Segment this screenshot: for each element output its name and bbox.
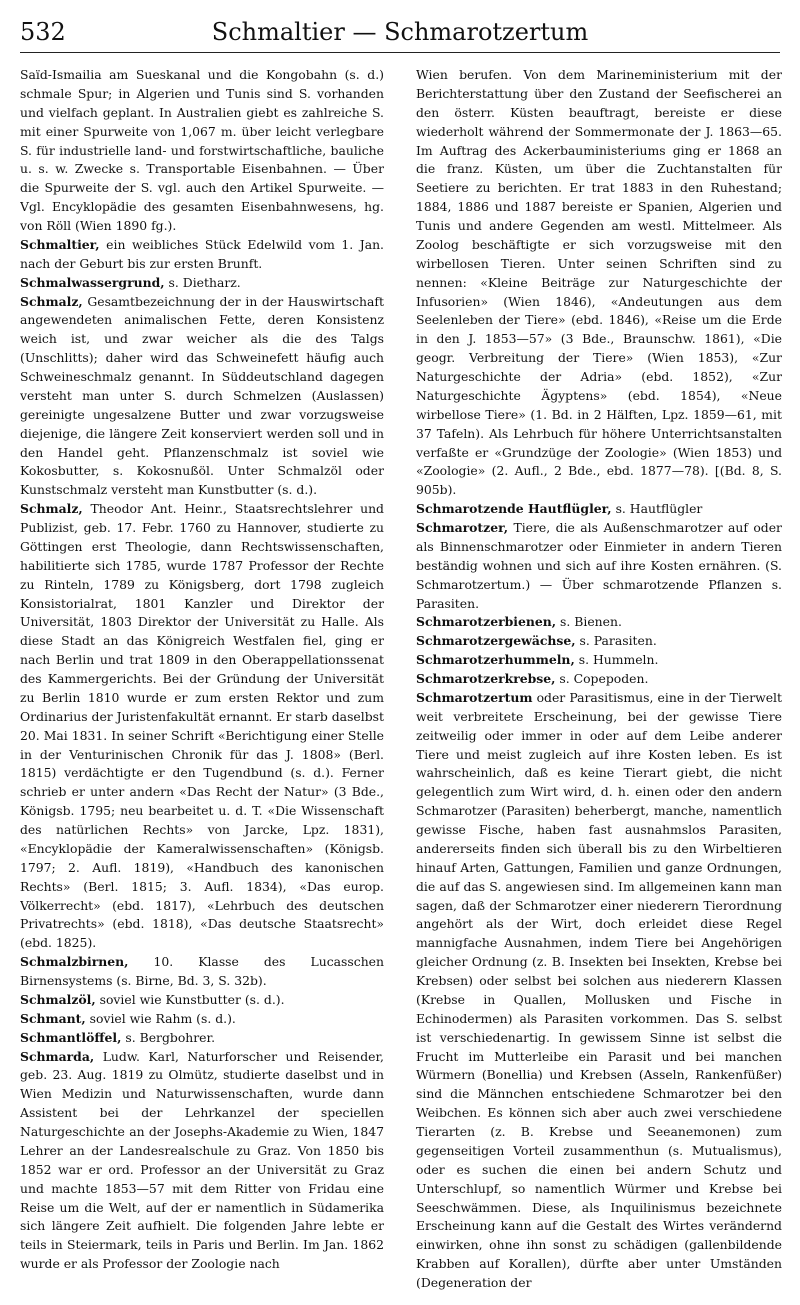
entry-paragraph	[20, 953, 384, 991]
entry-text: s. Bienen.	[556, 614, 622, 630]
entry-headword: Schmantlöffel,	[20, 1029, 122, 1045]
entry-text: s. Bergbohrer.	[121, 1029, 216, 1045]
entry-headword: Schmaltier,	[20, 236, 100, 252]
entry-text: Ludw. Karl, Naturforscher und Reisender, geb. 23. Aug. 1819 zu Olmütz, studierte daselbst und in Wien Medizin und Naturwissenschaften, wurde dann Assistent bei der Lehrkanzel der speciellen Naturgeschichte an der Josephs-Akademie zu Wien, 1847 Lehrer an der Landesrealschule zu Graz. Von 1850 bis 1852 war er ord. Professor an der Universität zu Graz und machte 1853—57 mit dem Ritter von Fridau eine Reise um die Welt, auf der er namentlich in Südamerika sich längere Zeit aufhielt. Die folgenden Jahre lebte er teils in Steiermark, teils in Paris und Berlin. Im Jan. 1862 wurde er als Professor der Zoologie nach	[20, 1048, 384, 1272]
entry-text: s. Copepoden.	[555, 671, 649, 686]
entry-text: s. Dietharz.	[164, 274, 241, 290]
entry-headword: Schmalwassergrund,	[20, 274, 165, 290]
entry-headword: Schmalzöl,	[20, 991, 96, 1007]
entry-text: Theodor Ant. Heinr., Staatsrechtslehrer und Publizist, geb. 17. Febr. 1760 zu Hannover, studierte zu Göttingen erst Theologie, dann Rechtswissenschaften, habilitierte sich 1785, wurde 1787 Professor der Rechte zu Rinteln, 1789 zu Königsberg, dort 1798 zugleich Konsistorialrat, 1801 Kanzler und Direktor der Universität, 1803 Direktor der Universität zu Halle. Als diese Stadt an das Königreich Westfalen fiel, ging er nach Berlin und trat 1809 in den Oberappellationssenat des Kammergerichts. Bei der Gründung der Universität zu Berlin 1810 wurde er zum ersten Rektor und zum Ordinarius der Juristenfakultät ernannt. Er starb daselbst 20. Mai 1831. In seiner Schrift «Berichtigung einer Stelle in der Venturinischen Chronik für das J. 1808» (Berl. 1815) verdächtigte er den Tugendbund (s. d.). Ferner schrieb er unter andern «Das Recht der Natur» (3 Bde., Königsb. 1795; neu bearbeitet u. d. T. «Die Wissenschaft des natürlichen Rechts» von Jarcke, Lpz. 1831), «Encyklopädie der Kameralwissenschaften» (Königsb. 1797; 2. Aufl. 1819), «Handbuch des kanonischen Rechts» (Berl. 1815; 3. Aufl. 1834), «Das europ. Völkerrecht» (ebd. 1817), «Lehrbuch des deutschen Privatrechts» (ebd. 1818), «Das deutsche Staatsrecht» (ebd. 1825).	[20, 501, 384, 951]
entry-text: Gesamtbezeichnung der in der Hauswirtschaft angewendeten animalischen Fette, deren Konsistenz weich ist, und zwar weicher als die des Talgs (Unschlitts); daher wird das Schweinefett häufig auch Schweineschmalz genannt. In Süddeutschland dagegen versteht man unter S. durch Schmelzen (Auslassen) gereinigte ungesalzene Butter und zwar vorzugsweise diejenige, die längere Zeit konserviert werden soll und in den Handel geht. Pflanzenschmalz ist soviel wie Kokosbutter, s. Kokosnußöl. Unter Schmalzöl oder Kunstschmalz versteht man Kunstbutter (s. d.).	[20, 293, 384, 498]
entry-headword: Schmalzbirnen,	[20, 954, 129, 970]
entry-text: s. Hautflügler	[611, 501, 703, 517]
entry-text: oder Parasitismus, eine in der Tierwelt weit verbreitete Erscheinung, bei der gewisse Tiere zeitweilig oder immer in oder auf dem Leibe anderer Tiere und meist zugleich auf ihre Kosten leben. Es ist wahrscheinlich, daß es keine Tierart giebt, die nicht gelegentlich zum Wirt wird, d. h. einen oder den andern Schmarotzer (Parasiten) beherbergt, manche, namentlich gewisse Fische, haben fast ausnahmslos Parasiten, andererseits finden sich überall bis zu den Wirbeltieren hinauf Arten, Gattungen, Familien und ganze Ordnungen, die auf das S. angewiesen sind. Im allgemeinen kann man sagen, daß der Schmarotzer einer niederern Tierordnung angehört als der Wirt, doch erleidet diese Regel mannigfache Ausnahmen, indem Tiere bei Angehörigen gleicher Ordnung (z. B. Insekten bei Insekten, Krebse bei Krebsen) oder selbst bei solchen aus niederern Klassen (Krebse in Quallen, Mollusken und Fische in Echinodermen) als Parasiten vorkommen. Das S. selbst ist verschiedenartig. In gewissem Sinne ist selbst die Frucht im Mutterleibe ein Parasit und bei manchen Würmern (Bonellia) und Krebsen (Asseln, Rankenfüßer) sind die Männchen entschiedene Schmarotzer bei den Weibchen. Es können sich aber auch zwei verschiedene Tierarten (z. B. Krebse und Seeanemonen) zum gegenseitigen Vorteil zusammenthun (s. Mutualismus), oder es suchen die einen bei andern Schutz und Unterschlupf, so namentlich Würmer und Krebse bei Seeschwämmen. Diese, als Inquilinismus bezeichnete Erscheinung kann auf die Gestalt des Wirtes verändernd einwirken, ohne ihn sonst zu schädigen (gallenbildende Krabben auf Korallen), dürfte aber unter Umständen (Degeneration der	[416, 689, 782, 1290]
entry-paragraph	[20, 66, 384, 236]
entry-text: Tiere, die als Außenschmarotzer auf oder als Binnenschmarotzer oder Einmieter in andern Tieren beständig wohnen und sich auf ihre Kosten ernähren. (S. Schmarotzertum.) — Über schmarotzende Pflanzen s. Parasiten.	[416, 520, 782, 611]
entry-paragraph	[416, 519, 782, 613]
entry-headword: Schmalz,	[20, 293, 83, 309]
entry-text: s. Hummeln.	[574, 652, 659, 668]
entry-paragraph	[20, 1048, 384, 1275]
entry-paragraph	[416, 66, 782, 500]
entry-paragraph	[416, 613, 782, 632]
entry-text: soviel wie Rahm (s. d.).	[85, 1010, 236, 1026]
entry-text: 10. Klasse des Lucasschen Birnensystems (s. Birne, Bd. 3, S. 32b).	[20, 954, 384, 988]
entry-headword: Schmarotzer,	[416, 520, 509, 535]
entry-text: ein weibliches Stück Edelwild vom 1. Jan. nach der Geburt bis zur ersten Brunft.	[20, 236, 384, 271]
entry-paragraph	[416, 651, 782, 670]
entry-text: soviel wie Kunstbutter (s. d.).	[95, 991, 285, 1007]
entry-paragraph	[20, 1029, 384, 1048]
entry-headword: Schmarotzerbienen,	[416, 614, 557, 630]
entry-paragraph	[416, 689, 782, 1293]
page-header	[20, 12, 780, 53]
entry-paragraph	[416, 632, 782, 651]
left-column	[20, 66, 384, 1296]
entry-text: s. Parasiten.	[575, 633, 657, 649]
entry-paragraph	[416, 670, 782, 689]
entry-text: Saïd-Ismailia am Sueskanal und die Kongobahn (s. d.) schmale Spur; in Algerien und Tunis sind S. vorhanden und vielfach geplant. In Australien giebt es zahlreiche S. mit einer Spurweite von 1,067 m. über leicht verlegbare S. für industrielle land- und forstwirtschaftliche, bauliche u. s. w. Zwecke s. Transportable Eisenbahnen. — Über die Spurweite der S. vgl. auch den Artikel Spurweite. — Vgl. Encyklopädie des gesamten Eisenbahnwesens, hg. von Röll (Wien 1890 fg.).	[20, 67, 384, 233]
running-head: Schmaltier — Schmarotzertum	[211, 18, 589, 46]
entry-text: Wien berufen. Von dem Marineministerium mit der Berichterstattung über den Zustand der Seefischerei an den österr. Küsten beauftragt, bereiste er diese wiederholt während der Sommermonate der J. 1863—65. Im Auftrag des Ackerbauministeriums ging er 1868 an die franz. Küsten, um über die Zuchtanstalten für Seetiere zu berichten. Er trat 1883 in den Ruhestand; 1884, 1886 und 1887 bereiste er Spanien, Algerien und Tunis und andere Gegenden am westl. Mittelmeer. Als Zoolog beschäftigte er sich vorzugsweise mit den wirbellosen Tieren. Unter seinen Schriften sind zu nennen: «Kleine Beiträge zur Naturgeschichte der Infusorien» (Wien 1846), «Andeutungen aus dem Seelenleben der Tiere» (ebd. 1846), «Reise um die Erde in den J. 1853—57» (3 Bde., Braunschw. 1861), «Die geogr. Verbreitung der Tiere» (Wien 1853), «Zur Naturgeschichte der Adria» (ebd. 1852), «Zur Naturgeschichte Ägyptens» (ebd. 1854), «Neue wirbellose Tiere» (1. Bd. in 2 Hälften, Lpz. 1859—61, mit 37 Tafeln). Als Lehrbuch für höhere Unterrichtsanstalten verfaßte er «Grundzüge der Zoologie» (Wien 1853) und «Zoologie» (2. Aufl., 2 Bde., ebd. 1877—78). [(Bd. 8, S. 905b).	[416, 67, 782, 498]
right-column	[416, 66, 782, 1296]
entry-paragraph	[20, 274, 384, 293]
entry-paragraph	[20, 293, 384, 501]
entry-paragraph	[416, 500, 782, 519]
entry-headword: Schmalz,	[20, 501, 83, 517]
entry-headword: Schmarotzerkrebse,	[416, 671, 556, 686]
entry-headword: Schmarotzende Hautflügler,	[416, 501, 612, 517]
entry-paragraph	[20, 236, 384, 274]
page-number: 532	[20, 18, 66, 46]
entry-headword: Schmant,	[20, 1010, 86, 1026]
entry-paragraph	[20, 1010, 384, 1029]
entry-paragraph	[20, 991, 384, 1010]
entry-headword: Schmarda,	[20, 1048, 95, 1064]
entry-headword: Schmarotzertum	[416, 689, 533, 705]
entry-headword: Schmarotzergewächse,	[416, 633, 576, 649]
entry-headword: Schmarotzerhummeln,	[416, 652, 575, 668]
entry-paragraph	[20, 500, 384, 953]
